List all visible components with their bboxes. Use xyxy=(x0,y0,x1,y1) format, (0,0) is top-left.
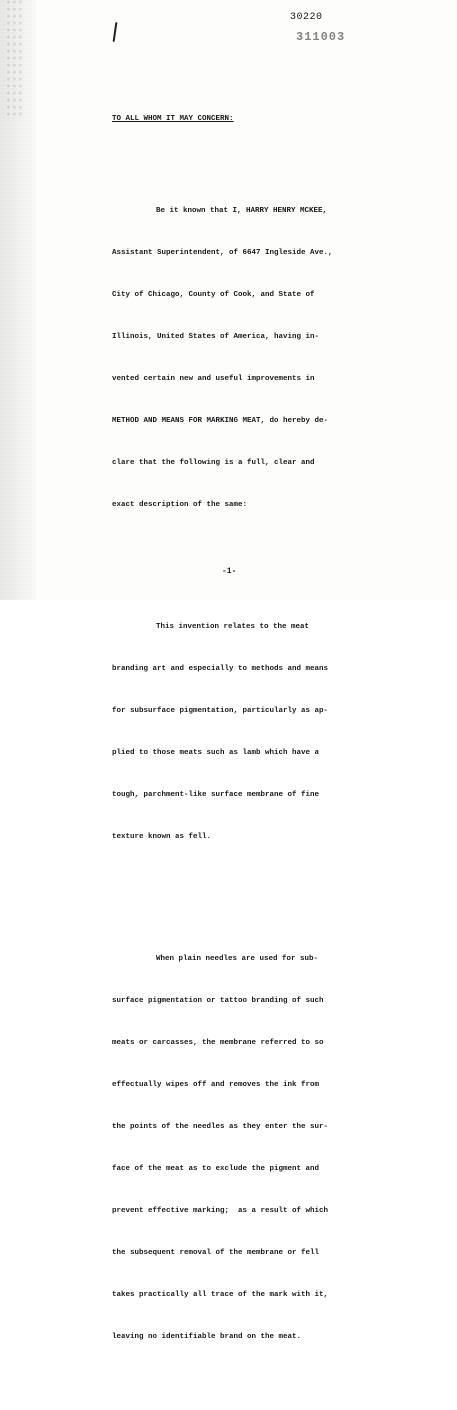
paragraph-1-line-5: vented certain new and useful improvements in xyxy=(112,375,315,383)
paragraph-3-line-4: effectually wipes off and removes the ink from xyxy=(112,1081,320,1089)
paragraph-2-line-5: tough, parchment-like surface membrane of fine xyxy=(112,791,320,799)
document-heading: TO ALL WHOM IT MAY CONCERN: xyxy=(112,115,234,123)
paragraph-3-line-2: surface pigmentation or tattoo branding of such xyxy=(112,997,324,1005)
paragraph-1-line-2: Assistant Superintendent, of 6647 Ingleside Ave., xyxy=(112,249,333,257)
paragraph-3-line-3: meats or carcasses, the membrane referred to so xyxy=(112,1039,324,1047)
paragraph-3-line-6: face of the meat as to exclude the pigment and xyxy=(112,1165,320,1173)
paragraph-1-line-1: Be it known that I, HARRY HENRY MCKEE, xyxy=(156,207,328,215)
paragraph-3-line-1: When plain needles are used for sub- xyxy=(156,955,319,963)
paragraph-2-line-1: This invention relates to the meat xyxy=(156,623,310,631)
document-body xyxy=(112,84,362,1410)
paragraph-2 xyxy=(112,592,362,872)
paragraph-3-line-10: leaving no identifiable brand on the meat. xyxy=(112,1333,302,1341)
handwritten-mark xyxy=(113,22,118,42)
paragraph-3 xyxy=(112,924,362,1372)
paragraph-2-line-2: branding art and especially to methods and means xyxy=(112,665,329,673)
document-stamp: 311003 xyxy=(296,30,346,44)
paragraph-1-line-6: METHOD AND MEANS FOR MARKING MEAT, do hereby de- xyxy=(112,417,329,425)
paragraph-2-line-4: plied to those meats such as lamb which have a xyxy=(112,749,320,757)
page-number: -1- xyxy=(222,567,237,576)
scan-edge-noise xyxy=(0,0,36,600)
paragraph-2-line-6: texture known as fell. xyxy=(112,833,212,841)
paragraph-3-line-7: prevent effective marking; as a result of which xyxy=(112,1207,329,1215)
paragraph-3-line-9: takes practically all trace of the mark with it, xyxy=(112,1291,329,1299)
paragraph-1 xyxy=(112,176,362,540)
paragraph-1-line-7: clare that the following is a full, clear and xyxy=(112,459,315,467)
document-number: 30220 xyxy=(290,12,323,23)
paragraph-3-line-8: the subsequent removal of the membrane or fell xyxy=(112,1249,320,1257)
paragraph-3-line-5: the points of the needles as they enter the sur- xyxy=(112,1123,329,1131)
paragraph-1-line-4: Illinois, United States of America, having in- xyxy=(112,333,320,341)
paragraph-1-line-8: exact description of the same: xyxy=(112,501,248,509)
paragraph-1-line-3: City of Chicago, County of Cook, and State of xyxy=(112,291,315,299)
paragraph-2-line-3: for subsurface pigmentation, particularly as ap- xyxy=(112,707,329,715)
